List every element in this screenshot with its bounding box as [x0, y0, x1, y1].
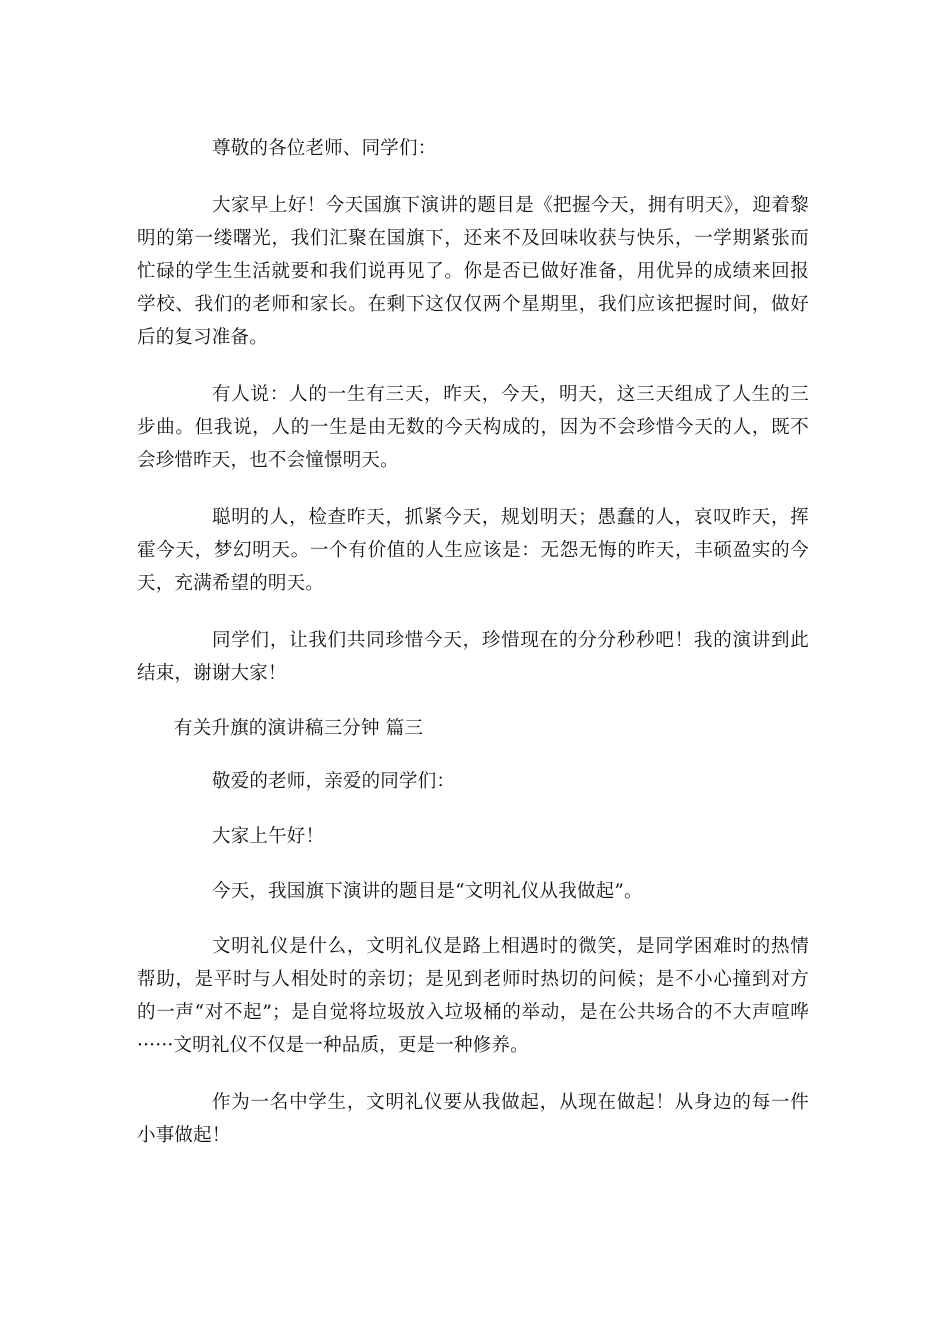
section-heading: 有关升旗的演讲稿三分钟 篇三: [174, 718, 424, 739]
body-paragraph: 大家早上好！今天国旗下演讲的题目是《把握今天，拥有明天》，迎着黎明的第一缕曙光，我们汇聚在国旗下，还来不及回味收获与快乐，一学期紧张而忙碌的学生生活就要和我们说再见了。你是否已做好准备，用优异的成绩来回报学校、我们的老师和家长。在剩下这仅仅两个星期里，我们应该把握时间，做好后的复习准备。: [137, 195, 809, 348]
closing-paragraph: 同学们，让我们共同珍惜今天，珍惜现在的分分秒秒吧！我的演讲到此结束，谢谢大家！: [137, 630, 809, 684]
greeting-paragraph: 敬爱的老师，亲爱的同学们：: [212, 771, 456, 792]
body-paragraph: 作为一名中学生，文明礼仪要从我做起，从现在做起！从身边的每一件小事做起！: [137, 1092, 809, 1146]
salutation-paragraph: 大家上午好！: [212, 826, 325, 847]
topic-paragraph: 今天，我国旗下演讲的题目是“文明礼仪从我做起”。: [212, 881, 643, 902]
body-paragraph: 有人说：人的一生有三天，昨天，今天，明天，这三天组成了人生的三步曲。但我说，人的一生是由无数的今天构成的，因为不会珍惜今天的人，既不会珍惜昨天，也不会憧憬明天。: [137, 384, 809, 471]
document-body: [137, 132, 809, 1152]
body-paragraph: 聪明的人，检查昨天，抓紧今天，规划明天；愚蠢的人，哀叹昨天，挥霍今天，梦幻明天。一个有价值的人生应该是：无怨无悔的昨天，丰硕盈实的今天，充满希望的明天。: [137, 507, 809, 594]
body-paragraph: 文明礼仪是什么，文明礼仪是路上相遇时的微笑，是同学困难时的热情帮助，是平时与人相处时的亲切；是见到老师时热切的问候；是不小心撞到对方的一声“对不起”；是自觉将垃圾放入垃圾桶的举动，是在公共场合的不大声喧哗······文明礼仪不仅是一种品质，更是一种修养。: [137, 936, 809, 1056]
greeting-paragraph: 尊敬的各位老师、同学们：: [212, 138, 437, 159]
